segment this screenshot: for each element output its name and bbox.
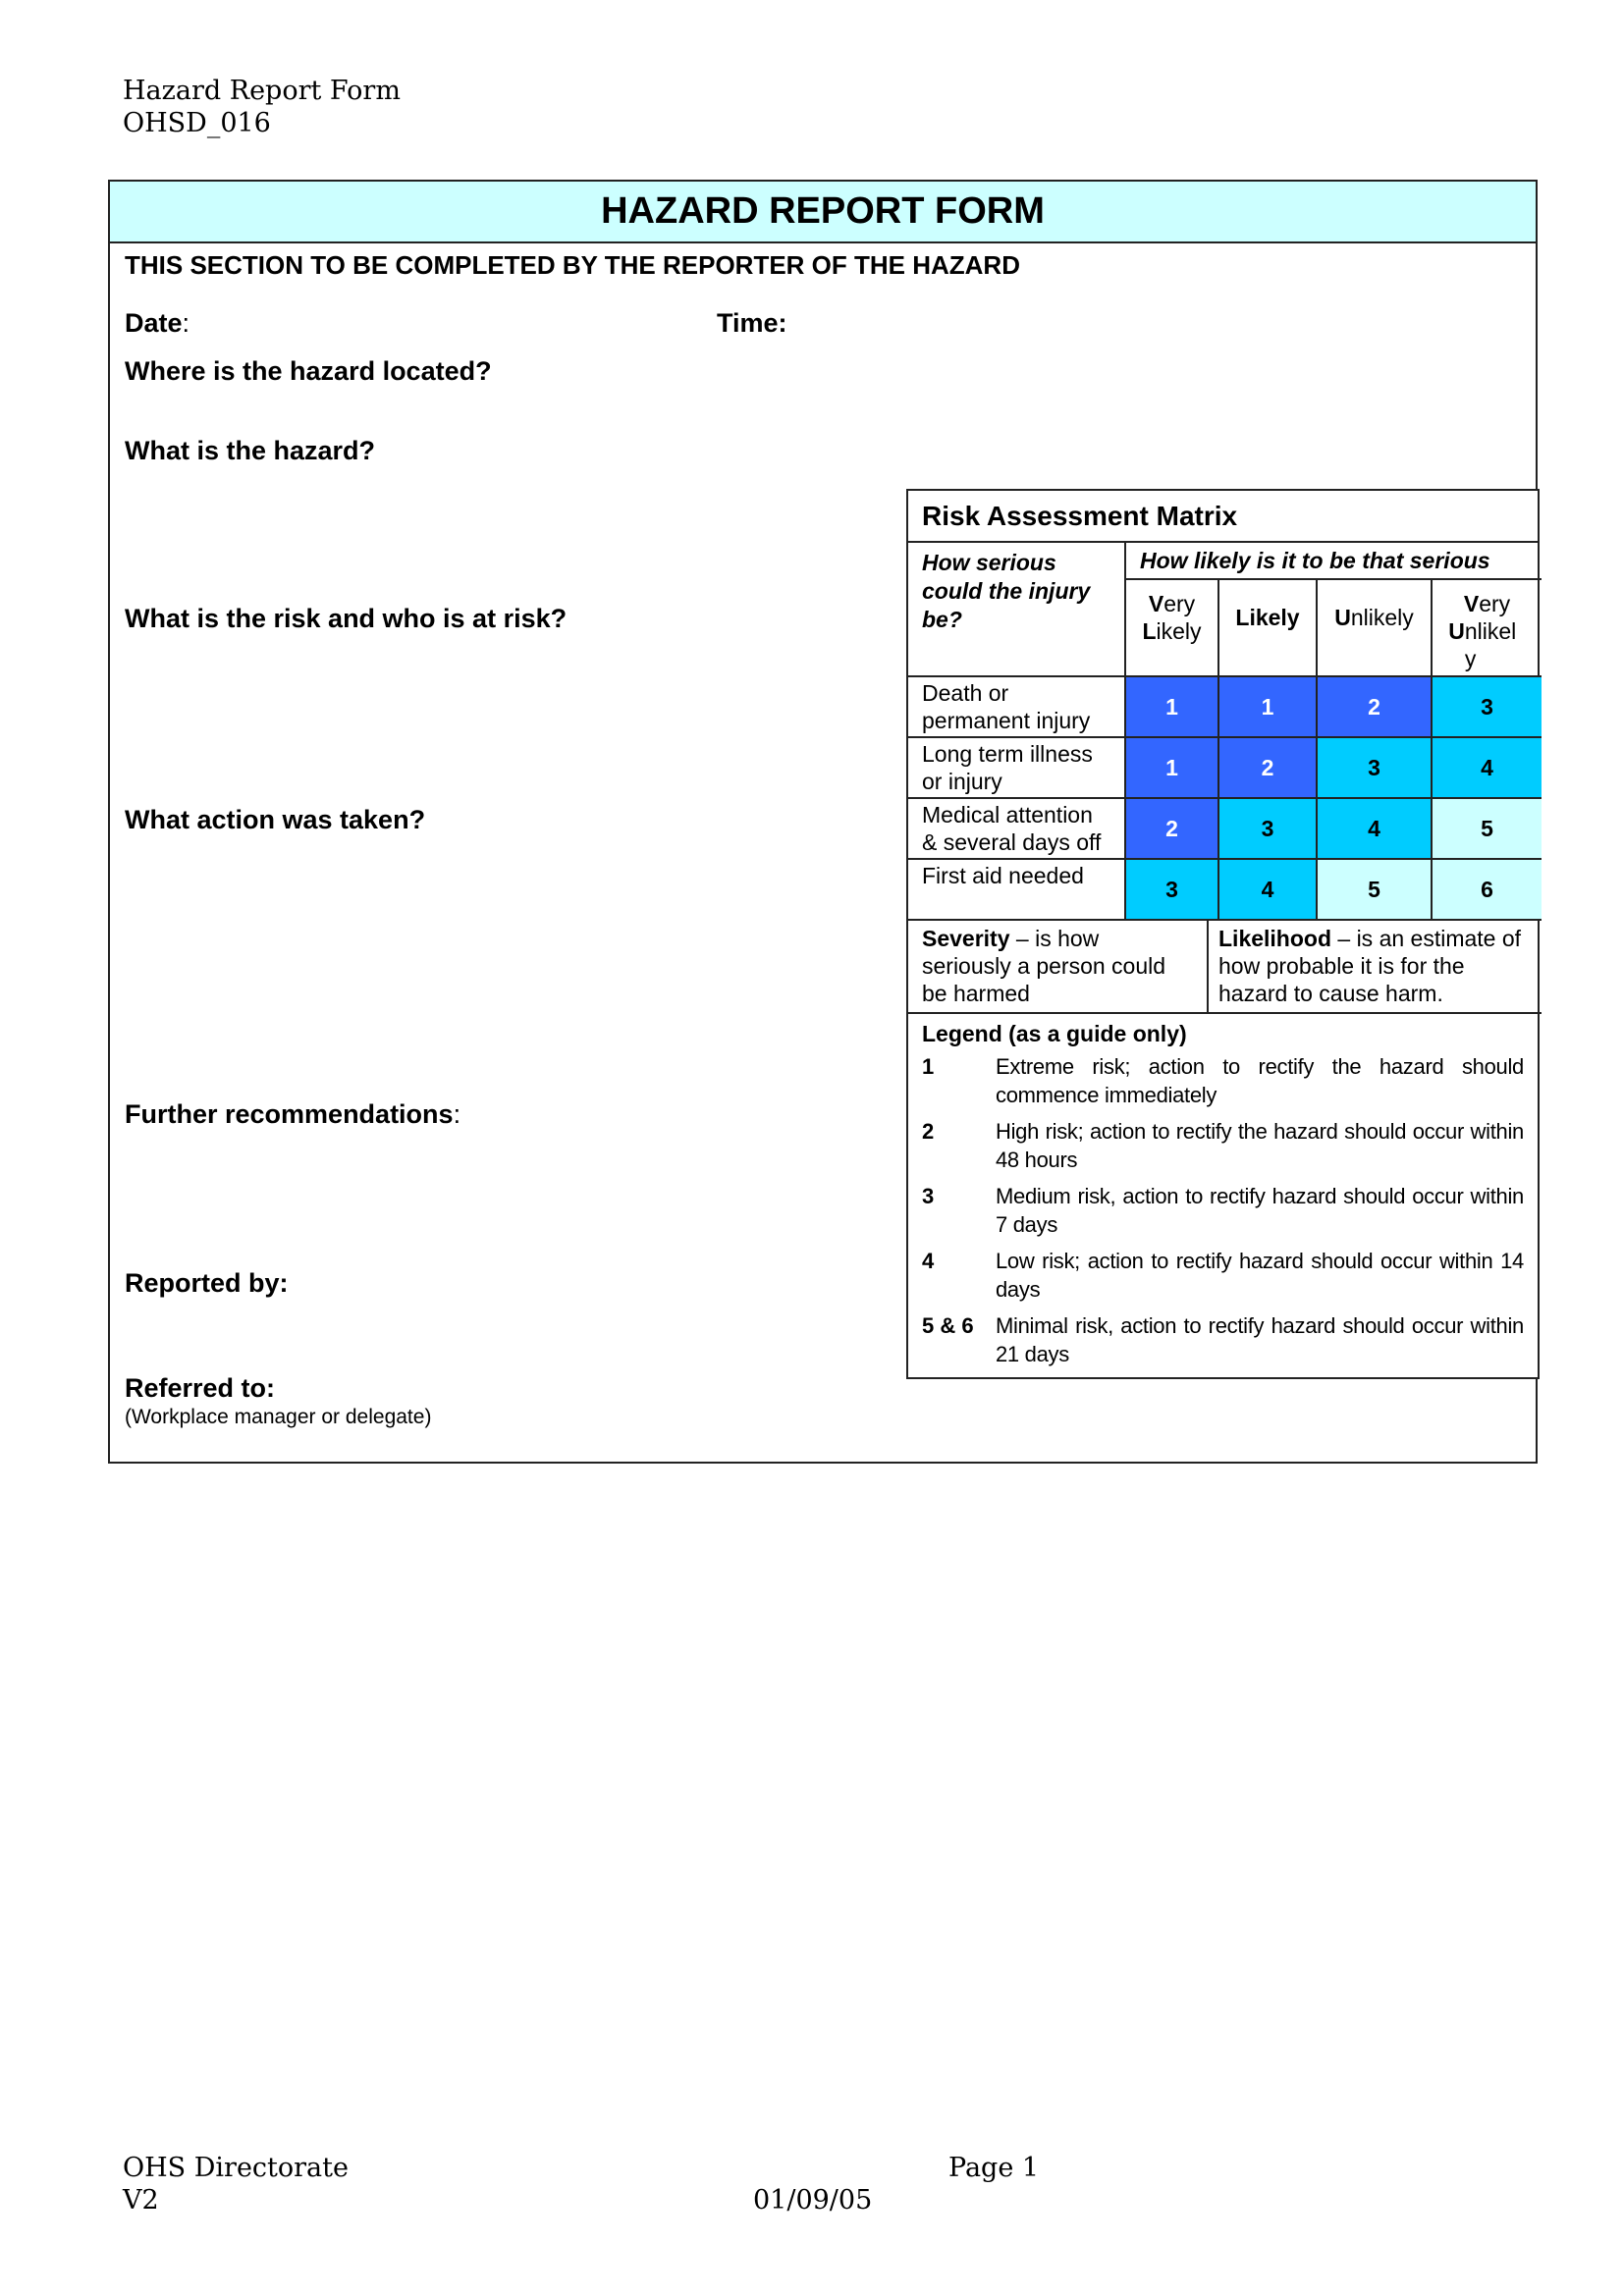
severity-definition: Severity – is how seriously a person could be harmed — [908, 921, 1209, 1014]
hazard-field[interactable]: What is the hazard? — [125, 436, 376, 465]
legend-item: 5 & 6 Minimal risk, action to rectify hazard should occur within 21 days — [922, 1313, 1524, 1366]
document-title: Hazard Report Form — [123, 76, 401, 106]
risk-cell: 3 — [1126, 860, 1219, 921]
risk-cell: 1 — [1219, 677, 1318, 738]
form-title: HAZARD REPORT FORM — [601, 190, 1045, 232]
row-label-death: Death or permanent injury — [908, 677, 1126, 738]
risk-cell: 3 — [1219, 799, 1318, 860]
recommendations-label: Further recommendations — [125, 1099, 454, 1129]
risk-cell: 3 — [1433, 677, 1542, 738]
likelihood-definition: Likelihood – is an estimate of how probable it is for the hazard to cause harm. — [1209, 921, 1542, 1014]
col-unlikely: Unlikely — [1318, 580, 1433, 677]
date-label: Date — [125, 308, 183, 338]
risk-cell: 5 — [1433, 799, 1542, 860]
row-label-medical: Medical attention & several days off — [908, 799, 1126, 860]
location-field[interactable]: Where is the hazard located? — [125, 356, 492, 386]
reported-by-field[interactable]: Reported by: — [125, 1268, 289, 1298]
action-field[interactable]: What action was taken? — [125, 805, 426, 834]
risk-cell: 1 — [1126, 738, 1219, 799]
matrix-title: Risk Assessment Matrix — [908, 491, 1538, 543]
legend-item: 1 Extreme risk; action to rectify the hazard should commence immediately — [922, 1054, 1524, 1107]
risk-cell: 4 — [1318, 799, 1433, 860]
document-code: OHSD_016 — [123, 108, 271, 138]
form-title-band — [110, 182, 1536, 243]
date-field[interactable]: Date: — [125, 308, 190, 338]
referred-to-hint: (Workplace manager or delegate) — [125, 1406, 432, 1428]
footer-page-number: Page 1 — [948, 2153, 1040, 2183]
risk-field[interactable]: What is the risk and who is at risk? — [125, 604, 568, 633]
risk-cell: 3 — [1318, 738, 1433, 799]
hazard-report-form — [108, 180, 1538, 1464]
risk-assessment-matrix — [906, 489, 1540, 1379]
row-label-long-term: Long term illness or injury — [908, 738, 1126, 799]
col-very-likely: Very Likely — [1126, 580, 1219, 677]
severity-header: How serious could the injury be? — [908, 543, 1126, 677]
row-label-first-aid: First aid needed — [908, 860, 1126, 921]
section-heading: THIS SECTION TO BE COMPLETED BY THE REPORTER OF THE HAZARD — [125, 250, 1020, 280]
risk-cell: 2 — [1126, 799, 1219, 860]
risk-cell: 5 — [1318, 860, 1433, 921]
risk-cell: 6 — [1433, 860, 1542, 921]
risk-cell: 4 — [1433, 738, 1542, 799]
legend-item: 3 Medium risk, action to rectify hazard should occur within 7 days — [922, 1184, 1524, 1237]
recommendations-field[interactable]: Further recommendations: — [125, 1099, 461, 1129]
footer-version: V2 — [123, 2185, 159, 2216]
risk-cell: 1 — [1126, 677, 1219, 738]
risk-legend — [908, 1013, 1538, 1382]
col-very-unlikely: Very Unlikel y — [1433, 580, 1542, 677]
time-field[interactable]: Time: — [717, 308, 787, 338]
col-likely: Likely — [1219, 580, 1318, 677]
footer-date: 01/09/05 — [753, 2185, 873, 2216]
legend-item: 2 High risk; action to rectify the hazard should occur within 48 hours — [922, 1119, 1524, 1172]
referred-to-field[interactable]: Referred to: — [125, 1373, 276, 1403]
legend-title: Legend (as a guide only) — [922, 1021, 1187, 1046]
footer-org: OHS Directorate — [123, 2153, 349, 2183]
page-header — [123, 75, 401, 139]
page-footer — [123, 2152, 349, 2216]
risk-cell: 2 — [1219, 738, 1318, 799]
risk-cell: 4 — [1219, 860, 1318, 921]
risk-cell: 2 — [1318, 677, 1433, 738]
likelihood-header: How likely is it to be that serious — [1126, 543, 1542, 580]
legend-item: 4 Low risk; action to rectify hazard should occur within 14 days — [922, 1249, 1524, 1302]
